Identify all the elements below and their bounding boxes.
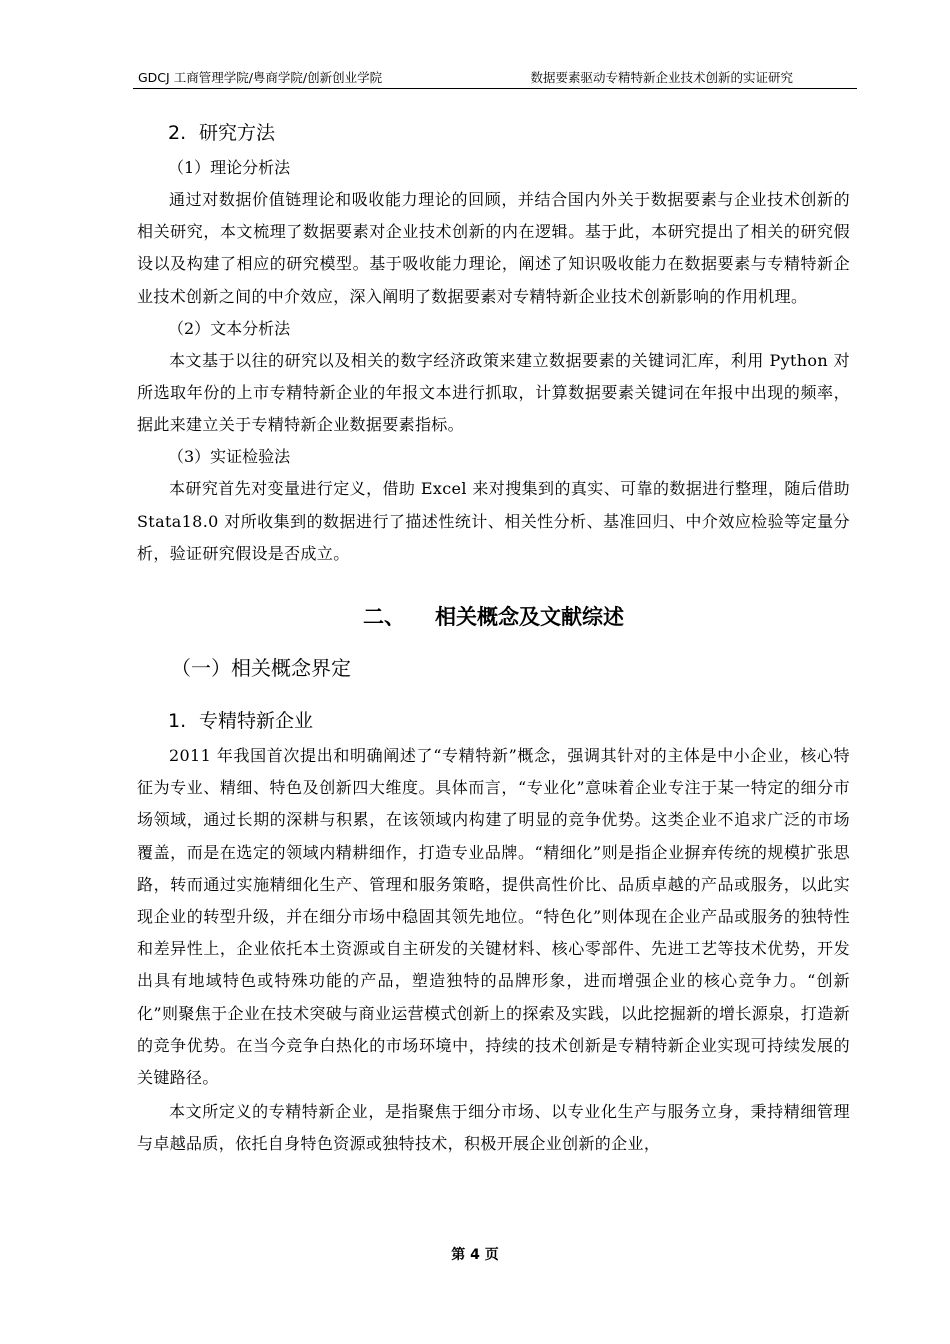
concept-paragraph-2: 本文所定义的专精特新企业，是指聚焦于细分市场、以专业化生产与服务立身，秉持精细管理与卓越品质，依托自身特色资源或独特技术，积极开展企业创新的企业， [137, 1102, 850, 1154]
method-2-label: （2）文本分析法 [168, 318, 291, 338]
concept-heading-title: 专精特新企业 [199, 710, 314, 733]
concept-heading-number: 1. [168, 710, 187, 733]
method-heading-number: 2. [168, 122, 187, 144]
method-heading-title: 研究方法 [199, 122, 276, 144]
method-3-label: （3）实证检验法 [168, 447, 291, 467]
header-right-text: 数据要素驱动专精特新企业技术创新的实证研究 [530, 70, 793, 85]
method-1-label: （1）理论分析法 [168, 158, 291, 177]
section-title: （一）相关概念界定 [171, 656, 351, 681]
concept-paragraph-1: 2011 年我国首次提出和明确阐述了“专精特新”概念，强调其针对的主体是中小企业，核心特征为专业、精细、特色及创新四大维度。具体而言，“专业化”意味着企业专注于某一特定的细分市场领域，通过长期的深耕与积累，在该领域内构建了明显的竞争优势。这类企业不追求广泛的市场覆盖，而是在选定的领域内精耕细作，打造专业品牌。“精细化”则是指企业摒弃传统的规模扩张思路，转而通过实施精细化生产、管理和服务策略，提供高性价比、品质卓越的产品或服务，以此实现企业的转型升级，并在细分市场中稳固其领先地位。“特色化”则体现在企业产品或服务的独特性和差异性上，企业依托本土资源或自主研发的关键材料、核心零部件、先进工艺等技术优势，开发出具有地域特色或特殊功能的产品，塑造独特的品牌形象，进而增强企业的核心竞争力。“创新化”则聚焦于企业在技术突破与商业运营模式创新上的探索及实践，以此挖掘新的增长源泉，打造新的竞争优势。在当今竞争白热化的市场环境中，持续的技术创新是专精特新企业实现可持续发展的关键路径。 [137, 746, 850, 1088]
method-heading [168, 120, 850, 146]
header-left-text: GDCJ 工商管理学院/粤商学院/创新创业学院 [138, 70, 383, 85]
method-2-paragraph: 本文基于以往的研究以及相关的数字经济政策来建立数据要素的关键词汇库，利用 Python 对所选取年份的上市专精特新企业的年报文本进行抓取，计算数据要素关键词在年报中出现的频率，据此来建立关于专精特新企业数据要素指标。 [137, 350, 850, 435]
chapter-number: 二、 [363, 605, 405, 630]
page-number: 第 4 页 [451, 1247, 499, 1263]
page-content [137, 116, 850, 1161]
page-header [133, 68, 857, 89]
chapter-title [137, 602, 850, 632]
method-1-paragraph: 通过对数据价值链理论和吸收能力理论的回顾，并结合国内外关于数据要素与企业技术创新的相关研究，本文梳理了数据要素对企业技术创新的内在逻辑。基于此，本研究提出了相关的研究假设以及构建了相应的研究模型。基于吸收能力理论，阐述了知识吸收能力在数据要素与专精特新企业技术创新之间的中介效应，深入阐明了数据要素对专精特新企业技术创新影响的作用机理。 [137, 190, 850, 306]
method-3-paragraph: 本研究首先对变量进行定义，借助 Excel 来对搜集到的真实、可靠的数据进行整理，随后借助 Stata18.0 对所收集到的数据进行了描述性统计、相关性分析、基准回归、中介效应检验等定量分析，验证研究假设是否成立。 [137, 479, 850, 563]
chapter-title-text: 相关概念及文献综述 [435, 605, 624, 630]
concept-heading [168, 708, 850, 734]
